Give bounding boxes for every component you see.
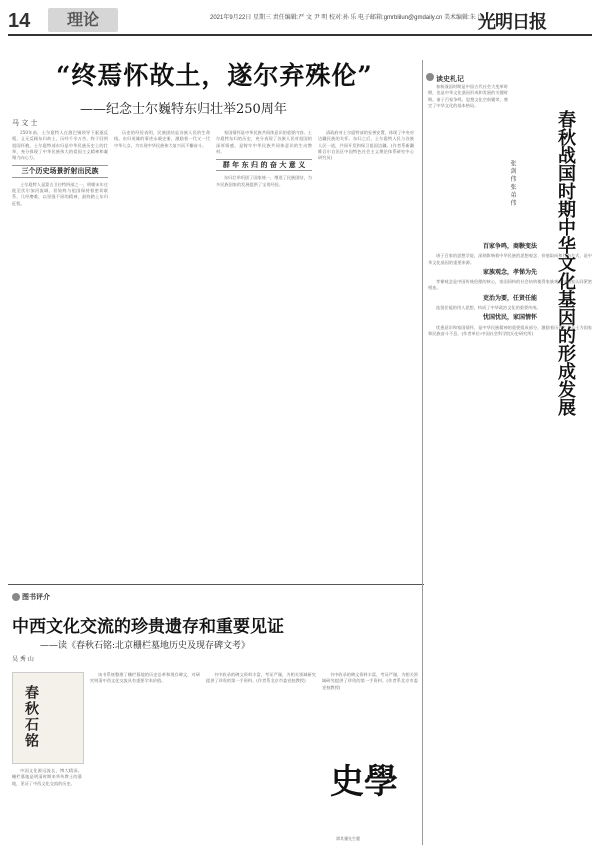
- paragraph: 春秋战国时期是中国古代社会大变革时期，也是中华文化基因形成和发展的关键时期。诸子百家争鸣，思想文化空前繁荣，奠定了中华文化的基本格局。: [428, 84, 508, 108]
- subheading: 吏治为要，任贤任能: [482, 294, 537, 302]
- tag-icon: [426, 73, 434, 81]
- header-rule: [8, 34, 592, 36]
- main-column-3: [216, 130, 312, 578]
- paragraph: 250年前，土尔扈特人在渥巴锡领导下驱逐反叛，义无反顾东归故土，历经千辛万苦，终于回到祖国怀抱。土尔扈特部东归是中华民族历史上的壮举，充分体现了中华民族伟大的爱国主义精神和凝聚力向心力。: [12, 130, 108, 161]
- book-cover-title: 春秋石铭: [23, 685, 39, 749]
- subheading: 忧国忧民，家国情怀: [482, 314, 537, 322]
- masthead: 光明日报: [478, 12, 546, 33]
- main-column-1: [12, 130, 108, 578]
- paragraph: 土尔扈特人是蒙古卫拉特四部之一，明朝末年迁徙至伏尔加河流域，但始终与祖国保持着密切联系，几经磨难，以坚强不屈的精神，最终踏上东归征程。: [12, 181, 108, 206]
- tag-icon: [12, 593, 20, 601]
- section-label: 理论: [66, 10, 99, 29]
- section-divider: [8, 584, 424, 585]
- main-column-4: [318, 130, 414, 578]
- right-intro: [428, 84, 508, 234]
- book-title: 中西文化交流的珍贵遗存和重要见证: [12, 617, 284, 637]
- paragraph: 家国情怀是中华民族共同体意识的重要内容。土尔扈特东归的历史，充分表现了各族人民对祖国的深厚情感，是铸牢中华民族共同体意识的生动教材。: [216, 130, 312, 154]
- paragraph: 书中收录的碑文资料丰富，考证严谨，为相关领域研究提供了珍贵的第一手资料。(作者系北京市委党校教授): [206, 672, 316, 684]
- book-section-label: 图书评介: [22, 592, 50, 601]
- main-title: “终焉怀故土，遂尔弃殊伦”: [56, 61, 373, 90]
- calligraphy-caption: 谭其骧先生题: [336, 836, 360, 841]
- main-column-2: [114, 130, 210, 578]
- paragraph: 书中收录的碑文资料丰富，考证严谨，为相关领域研究提供了珍贵的第一手资料。(作者系北京市委党校教授): [322, 672, 418, 690]
- book-cover-image: [12, 672, 84, 764]
- paragraph: 清政府对土尔扈特部的妥善安置，体现了中央对边疆民族的关怀。东归之后，土尔扈特人民与各族人民一道，共同开发和保卫祖国边疆。(作者系新疆维吾尔自治区中国特色社会主义理论体系研究中心研究员): [318, 130, 414, 161]
- book-column-4: [322, 672, 418, 760]
- section-box-heading: 三个历史场景折射出民族: [12, 165, 108, 177]
- calligraphy-image: [330, 764, 400, 834]
- main-subtitle: ——纪念士尔巍特东归壮举250周年: [80, 102, 287, 117]
- calligraphy-text: 史學: [330, 762, 398, 802]
- right-title: 春秋战国时期中华文化基因的形成发展: [555, 110, 576, 416]
- main-byline: 马 文 士: [12, 119, 38, 127]
- column-divider: [422, 60, 423, 845]
- paragraph: 忧患意识和家国情怀，是中华民族精神的重要组成部分，激励着历代仁人志士为国家和民族奋斗不息。(作者单位:中国社会科学院历史研究所): [428, 324, 592, 336]
- right-section-tag: [426, 66, 510, 83]
- page-number: 14: [8, 10, 31, 32]
- right-section-label: 读史札记: [436, 74, 464, 83]
- paragraph: 诸子百家的思想学说，深刻影响着中华民族的思想观念、价值取向和行为方式，是中华文化基因的重要来源。: [428, 253, 592, 265]
- book-section-tag: [12, 592, 50, 602]
- book-byline: 吴 秀 山: [12, 656, 34, 663]
- book-column-3: [206, 672, 316, 844]
- section-box-heading: 群 年 东 归 的 奋 大 意 义: [216, 159, 312, 171]
- book-column-1: [12, 768, 82, 844]
- header-info: 2021年9月22日 星期三 责任编辑:严 文 尹 明 校对:孙 乐 电子邮箱:gmrblilun@gmdaily.cn 美术编辑:朱 江: [210, 15, 484, 21]
- paragraph: 该书系统整理了栅栏墓地的历史沿革和现存碑文，对研究明清中西文化交流具有重要学术价值。: [90, 672, 200, 684]
- subheading: 家族观念，孝悌为先: [482, 268, 537, 276]
- right-body: [428, 240, 592, 840]
- paragraph: 中国文化源远流长，博大精深。栅栏墓地是明清时期来华传教士的墓地，见证了中西文化交流的历史。: [12, 768, 82, 786]
- book-subtitle: ——读《春秋石铭:北京栅栏墓地历史及现存碑文考》: [40, 641, 251, 651]
- section-tag: [48, 8, 118, 32]
- paragraph: 东归壮举巩固了国家统一，增进了民族团结，为多民族国家的发展提供了宝贵经验。: [216, 175, 312, 187]
- paragraph: 选贤任能的用人思想，构成了中华政治文化的重要传统。: [436, 305, 541, 311]
- subheading: 百家争鸣，商鞅变法: [482, 243, 537, 250]
- paragraph: 历史的经验表明，民族团结是各族人民的生命线。东归英雄的事迹永载史册，激励着一代又一代中华儿女，为实现中华民族伟大复兴而不懈奋斗。: [114, 130, 210, 148]
- right-byline: 张 剑 伟 张 弟 伟: [509, 160, 516, 206]
- paragraph: 孝悌观念是中国传统伦理的核心，家国同构的社会结构使得家族观念与国家认同紧密相连。: [428, 279, 592, 291]
- book-column-2: [90, 672, 200, 844]
